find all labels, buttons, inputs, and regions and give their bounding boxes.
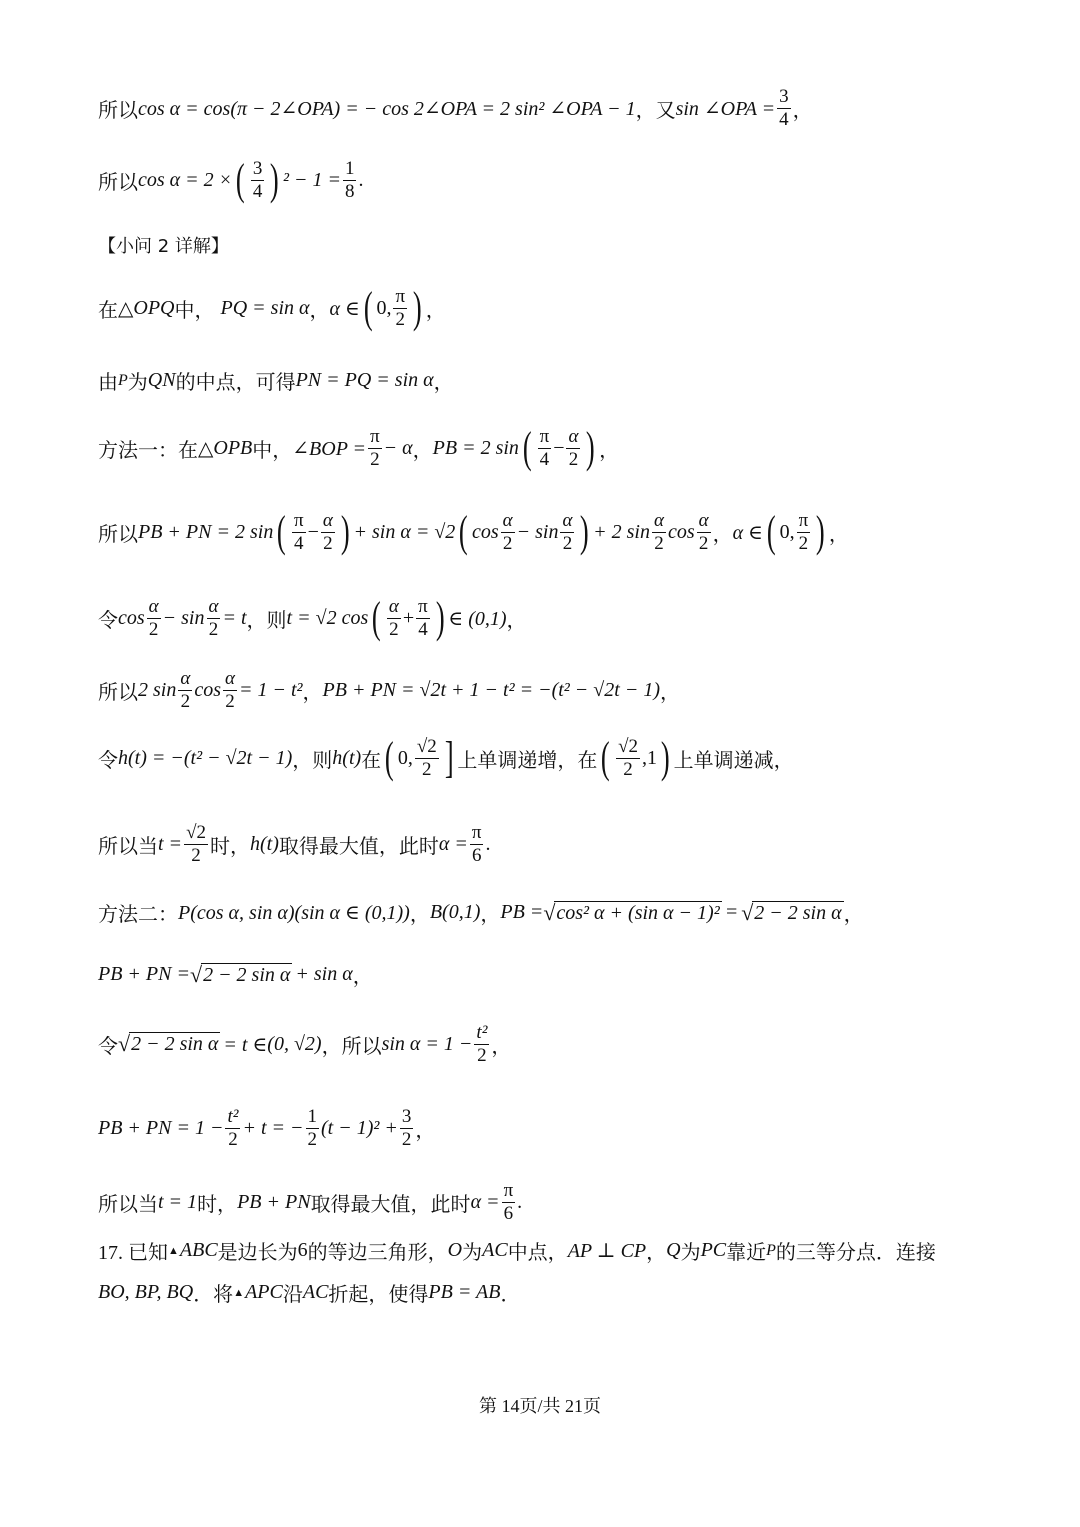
line-12: 方法二： P(cos α, sin α)(sin α ∈ (0,1)) ， B(0,1) ， PB = √ cos² α + (sin α − 1)² = √ 2 − 2 sin α ， [98,899,864,926]
equation: cos α = 2 × [138,168,233,191]
triangle-symbol: △ [118,297,134,320]
line-7: 所以 PB + PN = 2 sin ( $\frac{\pi}{4}$ − $\frac{\alpha}{2}$ ) + sin α = √2 ( cos $\frac{\alpha}{2}$ − sin $\frac{\alpha}{2}$ ) + 2 sin $\frac{\alpha}{2}$ cos $\frac{\alpha}{2}$ ， α ∈ ( 0, $\frac{\pi}{2}$ ) ， [98,507,849,557]
problem-17-line-1: 17. 已知 ▲ ABC 是边长为 6 的等边三角形， O 为 AC 中点， AP ⊥ CP ， Q 为 PC 靠近 P 的三等分点．连接 [98,1239,936,1264]
text: 所以 [98,99,138,122]
line-6: 方法一：在 △ OPB 中， ∠BOP = $\frac{\pi}{2}$ − α ， PB = 2 sin ( $\frac{\pi}{4}$ − $\frac{\alpha}{2}$ ) ， [98,423,620,473]
equation: cos α = cos(π − 2∠OPA) = − cos 2∠OPA = 2 sin² ∠OPA − 1 [138,97,636,120]
fraction: $\frac{3}{4}$ [252,158,263,202]
line-5: 由 P 为 QN 的中点，可得 PN = PQ = sin α ， [98,369,454,394]
triangle-symbol: ▲ [233,1286,245,1299]
line-15: PB + PN = 1 − $\frac{\text{t²}}{2}$ + t = − $\frac{1}{2}$ (t − 1)² + $\frac{3}{2}$ ， [98,1106,436,1150]
text: . [358,168,364,191]
fraction: $\frac{3}{4}$ [779,86,789,130]
triangle-symbol: ▲ [168,1244,179,1257]
text: 所以 [98,171,138,194]
triangle-symbol: △ [198,437,214,460]
page-number-footer: 第 14页/共 21页 [478,1396,601,1416]
text: ，又 [635,99,676,122]
line-14: 令 √ 2 − 2 sin α = t ∈ (0, √2) ，所以 sin α = 1 − $\frac{\text{t²}}{2}$ ， [98,1022,512,1066]
line-1 [98,86,813,131]
line-2: 所以 cos α = 2 × ( $\frac{3}{4}$ ) ² − 1 = $\frac{1}{8}$ . [98,155,364,205]
line-16: 所以当 t = 1 时， PB + PN 取得最大值，此时 α = $\frac{\pi}{6}$ . [98,1180,523,1224]
text: ， [792,99,813,122]
line-4: 在 △ OPQ 中， PQ = sin α ， α ∈ ( 0, $\frac{\pi}{2}$ ) ， [98,283,446,333]
line-9: 所以 2 sin $\frac{\alpha}{2}$ cos $\frac{\alpha}{2}$ = 1 − t² ， PB + PN = √2t + 1 − t² = −(t² − √2t − 1) ， [98,668,680,712]
line-8: 令 cos $\frac{\alpha}{2}$ − sin $\frac{\alpha}{2}$ = t ，则 t = √2 cos ( $\frac{\alpha}{2}$ + $\frac{\pi}{4}$ ) ∈ (0,1) ， [98,593,527,643]
equation: sin ∠OPA = [675,97,776,120]
line-11: 所以当 t = $\frac{√2}{2}$ 时， h(t) 取得最大值，此时 α = $\frac{\pi}{6}$ . [98,822,491,866]
problem-17-line-2: BO, BP, BQ ．将 ▲ APC 沿 AC 折起，使得 PB = AB ． [98,1281,521,1306]
fraction: $\frac{1}{8}$ [344,158,355,202]
line-10: 令 h(t) = −(t² − √2t − 1) ，则 h(t) 在 ( 0, $\frac{√2}{2}$ ] 上单调递增，在 ( $\frac{√2}{2}$ ,1 ) 上单调递减， [98,733,794,783]
equation: ² − 1 = [282,168,341,191]
fraction: $\frac{\pi}{2}$ [395,286,406,330]
section-heading: 【小问 2 详解】 [98,236,229,257]
line-13: PB + PN = √ 2 − 2 sin α + sin α ， [98,961,373,988]
